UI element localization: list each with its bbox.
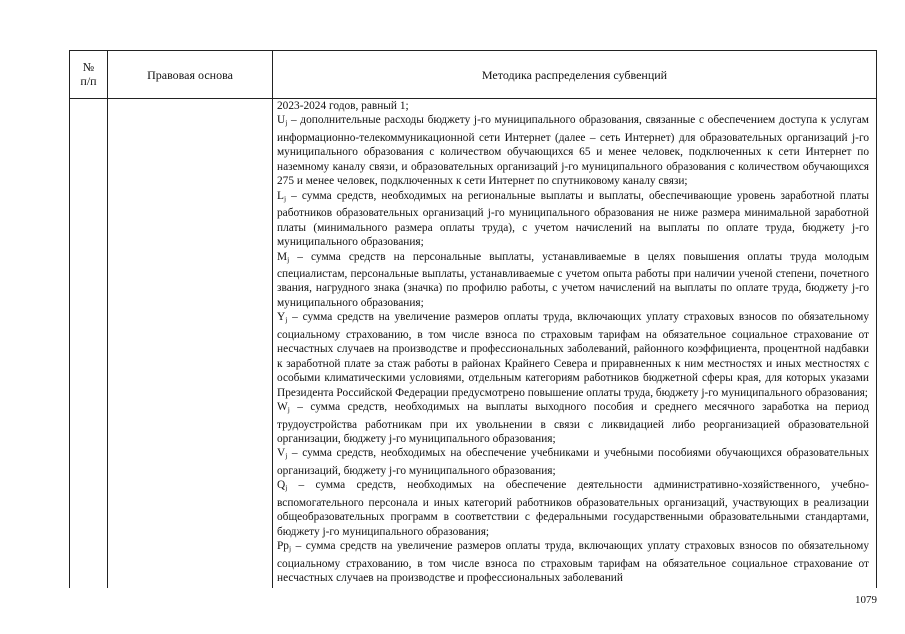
variable-symbol: M xyxy=(277,250,288,263)
methodology-paragraph xyxy=(277,310,869,400)
variable-symbol: Q xyxy=(277,479,286,492)
methodology-text xyxy=(277,99,869,588)
subvention-table xyxy=(69,50,877,588)
methodology-paragraph xyxy=(277,400,869,446)
methodology-paragraph xyxy=(277,113,869,188)
table-top-border xyxy=(69,50,877,51)
paragraph-text: – сумма средств на увеличение размеров оплаты труда, включающих уплату страховых взносов по обязательному социальному страхованию, в том числе взноса по страховым тарифам на обязательное социальное страхование от несчастных случаев на производстве и профессиональных заболеваний xyxy=(277,540,869,585)
methodology-paragraph xyxy=(277,478,869,539)
variable-symbol: Pp xyxy=(277,540,289,553)
paragraph-text: – сумма средств, необходимых на выплаты выходного пособия и среднего месячного заработка на период трудоустройства работникам при их увольнении в связи с ликвидацией либо реорганизацией образовательной организации, бюджету j-го муниципального образования; xyxy=(277,401,869,445)
variable-symbol: U xyxy=(277,114,286,127)
column-divider-2 xyxy=(272,50,273,588)
methodology-paragraph xyxy=(277,189,869,250)
variable-subscript: j xyxy=(285,315,288,325)
header-number-abbrev: п/п xyxy=(80,74,97,88)
methodology-paragraph xyxy=(277,446,869,478)
paragraph-text: 2023-2024 годов, равный 1; xyxy=(277,100,409,112)
paragraph-text: – сумма средств на персональные выплаты, устанавливаемые в целях повышения оплаты труда молодым специалистам, персональные выплаты, устанавливаемые с учетом опыта работы при наличии ученой степени, почетного звания, нагрудного знака (значка) по профилю работы, с учетом начислений на выплаты по оплате труда, бюджету j-го муниципального образования; xyxy=(277,250,869,309)
variable-subscript: j xyxy=(288,544,292,554)
variable-subscript: j xyxy=(285,451,288,461)
paragraph-text: – сумма средств, необходимых на региональные выплаты и выплаты, обеспечивающие уровень заработной платы работников образовательных организаций j-го муниципального образования не ниже размера минимальной заработной платы (минимального размера оплаты труда), с учетом начислений на выплаты по оплате труда, бюджету j-го муниципального образования; xyxy=(277,189,869,249)
header-legal-basis: Правовая основа xyxy=(147,68,233,82)
variable-symbol: V xyxy=(277,447,286,460)
paragraph-text: – сумма средств на увеличение размеров оплаты труда, включающих уплату страховых взносов по обязательному социальному страхованию, в том числе взноса по страховым тарифам на обязательное социальное страхование от несчастных случаев на производстве и профессиональных заболеваний, районного коэффициента, процентной надбавки к заработной плате за стаж работы в районах Крайнего Севера и приравненных к ним местностях и иных местностях с особыми климатическими условиями, отдельным категориям работников бюджетной сферы края, для которых указами Президента Российской Федерации предусмотрено повышение оплаты труда, бюджету j-го муниципального образования; xyxy=(277,311,869,399)
table-right-border xyxy=(876,50,877,588)
header-number-column xyxy=(70,60,107,88)
column-divider-1 xyxy=(107,50,108,588)
header-methodology: Методика распределения субвенций xyxy=(481,68,668,82)
methodology-paragraph xyxy=(277,99,869,113)
table-left-border xyxy=(69,50,70,588)
methodology-paragraph xyxy=(277,539,869,585)
paragraph-text: – сумма средств, необходимых на обеспечение деятельности административно-хозяйственного, учебно-вспомогательного персонала и иных категорий работников образовательных организаций, участвующих в реализации общеобразовательных программ в соответствии с федеральными государственными образовательными стандартами, бюджету j-го муниципального образования; xyxy=(277,479,869,538)
paragraph-text: – дополнительные расходы бюджету j-го муниципального образования, связанные с обеспечением доступа к услугам информационно-телекоммуникационной сети Интернет (далее – сеть Интернет) для образовательных организаций j-го муниципального образования с количеством обучающихся 65 и менее человек, подключенных к сети Интернет по наземному каналу связи, и образовательных организаций j-го муниципального образования с количеством обучающихся 275 и менее человек, подключенных к сети Интернет по спутниковому каналу связи; xyxy=(277,114,869,188)
paragraph-text: – сумма средств, необходимых на обеспечение учебниками и учебными пособиями обучающихся образовательных организаций, бюджету j-го муниципального образования; xyxy=(277,447,869,477)
variable-subscript: j xyxy=(287,254,290,264)
methodology-paragraph xyxy=(277,250,869,311)
variable-subscript: j xyxy=(283,193,287,203)
variable-subscript: j xyxy=(287,405,290,415)
variable-subscript: j xyxy=(285,483,288,493)
variable-symbol: W xyxy=(277,401,288,414)
page-number: 1079 xyxy=(855,594,877,606)
variable-subscript: j xyxy=(285,118,288,128)
header-number-symbol: № xyxy=(82,60,95,74)
variable-symbol: Y xyxy=(277,311,286,324)
variable-symbol: L xyxy=(277,189,284,202)
